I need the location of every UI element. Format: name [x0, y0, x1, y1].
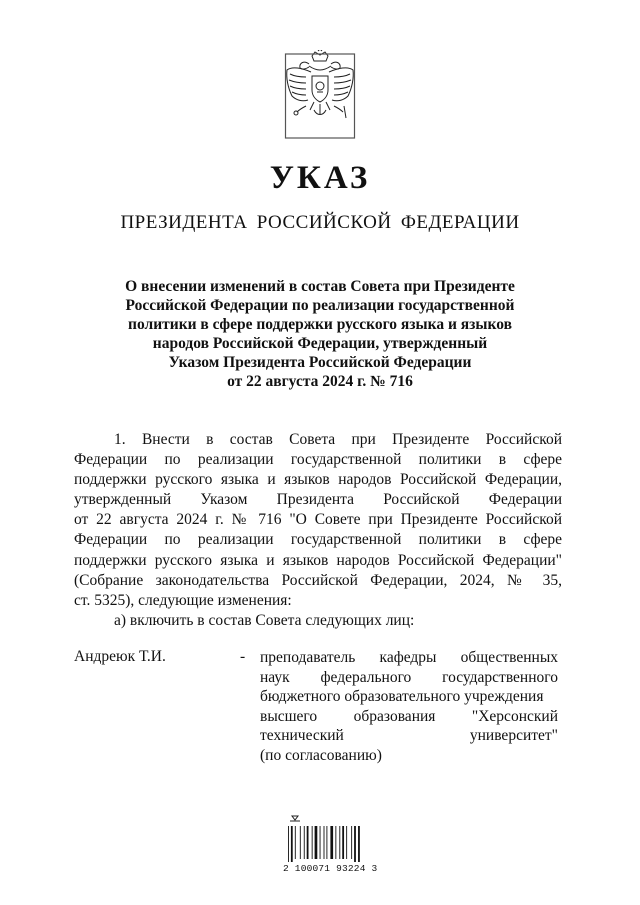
heading-line: Российской Федерации по реализации государственной: [125, 296, 515, 314]
barcode-bar: [354, 826, 356, 862]
body-line: а) включить в состав Совета следующих лиц:: [114, 611, 415, 629]
body-line: (Собрание законодательства Российской Федерации, 2024, № 35,: [74, 571, 562, 589]
decree-heading: [96, 278, 544, 391]
decree-body: [74, 430, 562, 631]
body-line: ст. 5325), следующие изменения:: [74, 591, 292, 609]
barcode-bar: [351, 826, 352, 859]
heading-line: Указом Президента Российской Федерации: [168, 353, 472, 371]
heading-line: от 22 августа 2024 г. № 716: [227, 372, 413, 390]
position-line: преподаватель кафедры общественных: [260, 649, 558, 666]
appointee-name: Андреюк Т.И.: [74, 648, 166, 665]
barcode-bar: [288, 826, 289, 862]
document-type-title: УКАЗ: [269, 160, 371, 196]
body-line: Федерации по реализации государственной политики в сфере: [74, 451, 562, 469]
barcode-number: 2 100071 93224 3: [283, 863, 378, 874]
position-line: бюджетного образовательного учреждения: [260, 688, 544, 706]
body-line: утвержденный Указом Президента Российской Федерации: [74, 491, 562, 509]
barcode-bar: [312, 826, 313, 859]
barcode-bar: [320, 826, 321, 859]
barcode-bar: [307, 826, 309, 859]
barcode-bar: [324, 826, 325, 859]
heading-line: О внесении изменений в состав Совета при Президенте: [125, 278, 515, 295]
position-line: (по согласованию): [260, 746, 382, 764]
barcode-bar: [342, 826, 344, 859]
barcode-bar: [300, 826, 301, 859]
barcode-icon: [284, 814, 374, 862]
barcode-bar: [295, 826, 296, 859]
appointee-position: [260, 648, 558, 766]
body-line: 1. Внести в состав Совета при Президенте Российской: [114, 431, 562, 448]
barcode-bar: [330, 826, 333, 859]
barcode-bar: [304, 826, 305, 859]
body-line: поддержки русского языка и языков народов Российской Федерации": [74, 551, 562, 569]
appointee-dash: -: [240, 648, 246, 665]
body-line: от 22 августа 2024 г. № 716 "О Совете при Президенте Российской: [74, 511, 562, 529]
coat-of-arms-emblem: [284, 50, 356, 140]
barcode-bar: [346, 826, 347, 859]
body-line: Федерации по реализации государственной политики в сфере: [74, 531, 562, 549]
barcode-bar: [291, 826, 293, 862]
position-line: технический университет": [260, 727, 558, 745]
barcode-bar: [326, 826, 327, 859]
heading-line: политики в сфере поддержки русского языка и языков: [128, 315, 512, 333]
position-line: наук федерального государственного: [260, 668, 558, 686]
body-line: поддержки русского языка и языков народов Российской Федерации,: [74, 471, 562, 489]
barcode-bar: [335, 826, 336, 859]
barcode-bar: [358, 826, 360, 862]
barcode-bar: [315, 826, 318, 859]
heading-line: народов Российской Федерации, утвержденный: [152, 334, 488, 352]
barcode-bar: [339, 826, 340, 859]
position-line: высшего образования "Херсонский: [260, 707, 558, 725]
issuer-title: ПРЕЗИДЕНТА РОССИЙСКОЙ ФЕДЕРАЦИИ: [120, 212, 520, 233]
